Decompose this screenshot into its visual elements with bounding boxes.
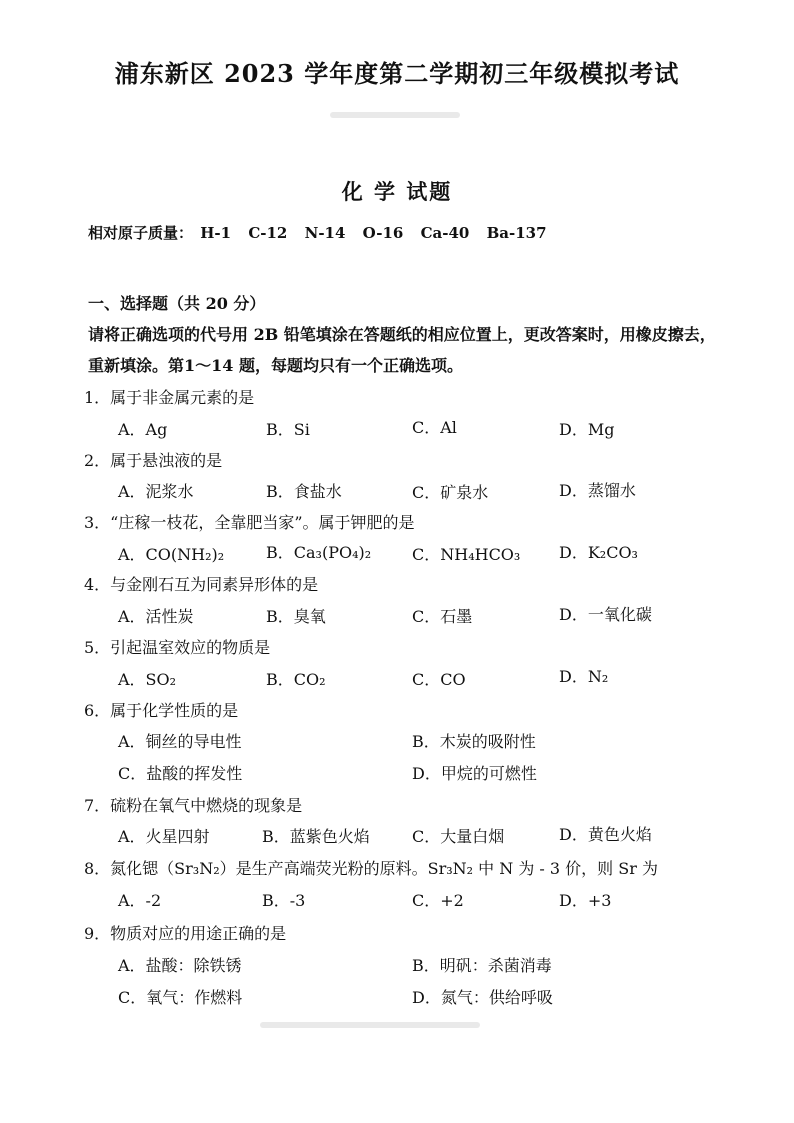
section-heading: 一、选择题（共 20 分）	[88, 294, 266, 313]
option-b: B．Si	[266, 420, 310, 439]
option-c: C．CO	[412, 670, 466, 689]
option-d: D．甲烷的可燃性	[412, 764, 537, 783]
faint-print-mark	[330, 112, 460, 118]
option-a: A．铜丝的导电性	[118, 732, 242, 751]
option-d: D．Mg	[559, 420, 615, 439]
option-c: C．盐酸的挥发性	[118, 764, 243, 783]
atomic-mass-ca: Ca-40	[420, 224, 470, 242]
atomic-mass-n: N-14	[304, 224, 346, 242]
question-stem: 6．属于化学性质的是	[84, 701, 239, 720]
question-stem: 7．硫粉在氧气中燃烧的现象是	[84, 796, 303, 815]
option-c: C．NH₄HCO₃	[412, 545, 521, 564]
atomic-mass-c: C-12	[248, 224, 288, 242]
option-b: B．木炭的吸附性	[412, 732, 536, 751]
option-b: B．食盐水	[266, 482, 342, 501]
option-d: D．蒸馏水	[559, 481, 636, 500]
option-c: C．矿泉水	[412, 483, 489, 502]
option-d: D．N₂	[559, 667, 609, 686]
option-d: D．黄色火焰	[559, 825, 652, 844]
option-d: D．+3	[559, 891, 612, 910]
atomic-mass-o: O-16	[362, 224, 404, 242]
question-stem: 5．引起温室效应的物质是	[84, 638, 271, 657]
option-c: C．大量白烟	[412, 827, 505, 846]
atomic-masses-label: 相对原子质量：	[88, 224, 194, 242]
option-c: C．氧气：作燃料	[118, 988, 243, 1007]
option-c: C．石墨	[412, 607, 473, 626]
atomic-mass-h: H-1	[200, 224, 232, 242]
option-d: D．一氧化碳	[559, 605, 652, 624]
atomic-mass-ba: Ba-137	[486, 224, 547, 242]
option-a: A．Ag	[118, 420, 168, 439]
option-a: A．泥浆水	[118, 482, 194, 501]
option-a: A．-2	[118, 891, 162, 910]
atomic-masses	[88, 222, 559, 243]
option-c: C．Al	[412, 418, 457, 437]
option-a: A．SO₂	[118, 670, 177, 689]
question-stem: 8．氮化锶（Sr₃N₂）是生产高端荧光粉的原料。Sr₃N₂ 中 N 为 - 3 价，则 Sr 为	[84, 859, 658, 878]
question-stem: 9．物质对应的用途正确的是	[84, 924, 287, 943]
question-stem: 3．“庄稼一枝花，全靠肥当家”。属于钾肥的是	[84, 513, 415, 532]
question-stem: 1．属于非金属元素的是	[84, 388, 255, 407]
option-a: A．活性炭	[118, 607, 194, 626]
option-b: B．CO₂	[266, 670, 326, 689]
option-b: B．臭氧	[266, 607, 326, 626]
option-d: D．氮气：供给呼吸	[412, 988, 553, 1007]
subject-title: 化 学 试题	[341, 179, 453, 204]
option-a: A．火星四射	[118, 827, 210, 846]
faint-print-mark	[260, 1022, 480, 1028]
option-c: C．+2	[412, 891, 464, 910]
question-stem: 4．与金刚石互为同素异形体的是	[84, 575, 319, 594]
option-a: A．CO(NH₂)₂	[118, 545, 225, 564]
option-b: B．Ca₃(PO₄)₂	[266, 543, 372, 562]
question-stem: 2．属于悬浊液的是	[84, 451, 223, 470]
instruction-line-2: 重新填涂。第1～14 题，每题均只有一个正确选项。	[88, 356, 463, 375]
option-a: A．盐酸：除铁锈	[118, 956, 242, 975]
option-b: B．蓝紫色火焰	[262, 827, 370, 846]
instruction-line-1: 请将正确选项的代号用 2B 铅笔填涂在答题纸的相应位置上，更改答案时，用橡皮擦去，	[88, 325, 716, 344]
exam-title: 浦东新区 2023 学年度第二学期初三年级模拟考试	[114, 59, 680, 88]
option-b: B．-3	[262, 891, 306, 910]
option-b: B．明矾：杀菌消毒	[412, 956, 552, 975]
option-d: D．K₂CO₃	[559, 543, 638, 562]
